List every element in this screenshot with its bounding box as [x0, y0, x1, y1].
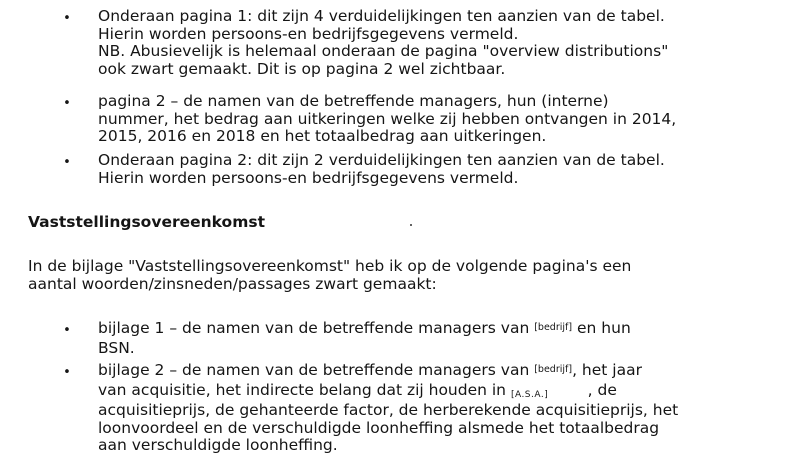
list-item-onderaan-pagina-2 — [98, 152, 798, 187]
text-line: Onderaan pagina 2: dit zijn 2 verduidelijkingen ten aanzien van de tabel. — [98, 151, 665, 169]
text-segment: bijlage 1 – de namen van de betreffende managers van — [98, 319, 535, 337]
text-line — [98, 320, 798, 340]
text-line: Hierin worden persoons-en bedrijfsgegevens vermeld. — [98, 168, 519, 187]
text-segment: , de — [548, 380, 617, 399]
text-line: In de bijlage "Vaststellingsovereenkomst" heb ik op de volgende pagina's een — [28, 257, 632, 275]
list-item-bijlage-2 — [98, 362, 798, 455]
text-segment: van acquisitie, het indirecte belang dat zij houden in — [98, 380, 511, 399]
text-segment: en hun — [572, 319, 631, 337]
intro-paragraph — [28, 258, 788, 293]
bullet-marker: • — [63, 11, 71, 26]
bullet-marker: • — [63, 96, 71, 111]
text-line: Hierin worden persoons-en bedrijfsgegevens vermeld. — [98, 24, 519, 43]
redaction-tag: [bedrijf] — [534, 322, 573, 333]
list-item-pagina-1 — [98, 8, 798, 78]
text-line: nummer, het bedrag aan uitkeringen welke zij hebben ontvangen in 2014, — [98, 109, 677, 128]
text-line: Onderaan pagina 1: dit zijn 4 verduidelijkingen ten aanzien van de tabel. — [98, 7, 665, 25]
text-line: pagina 2 – de namen van de betreffende managers, hun (interne) — [98, 92, 609, 110]
redaction-tag: [A.S.A.] — [510, 389, 549, 400]
list-item-pagina-2 — [98, 93, 798, 146]
text-line: ook zwart gemaakt. Dit is op pagina 2 wel zichtbaar. — [98, 59, 506, 78]
bullet-marker: • — [63, 365, 71, 380]
bullet-marker: • — [63, 155, 71, 170]
text-line: NB. Abusievelijk is helemaal onderaan de pagina "overview distributions" — [98, 42, 669, 61]
stray-dot — [410, 224, 412, 226]
section-heading: Vaststellingsovereenkomst — [28, 213, 265, 231]
redaction-tag: [bedrijf] — [534, 364, 573, 375]
text-line: aantal woorden/zinsneden/passages zwart gemaakt: — [28, 274, 437, 293]
bullet-marker: • — [63, 323, 71, 338]
text-line: loonvoordeel en de verschuldigde loonheffing alsmede het totaalbedrag — [98, 418, 660, 437]
text-line: 2015, 2016 en 2018 en het totaalbedrag aan uitkeringen. — [98, 127, 547, 146]
text-line: acquisitieprijs, de gehanteerde factor, de herberekende acquisitieprijs, het — [98, 401, 679, 420]
list-item-bijlage-1 — [98, 320, 798, 357]
text-segment: bijlage 2 – de namen van de betreffende managers van — [98, 361, 535, 379]
text-line: aan verschuldigde loonheffing. — [98, 436, 338, 455]
text-segment: , het jaar — [572, 361, 642, 379]
text-line: BSN. — [98, 338, 135, 357]
text-line — [98, 382, 798, 403]
text-line — [98, 362, 798, 382]
